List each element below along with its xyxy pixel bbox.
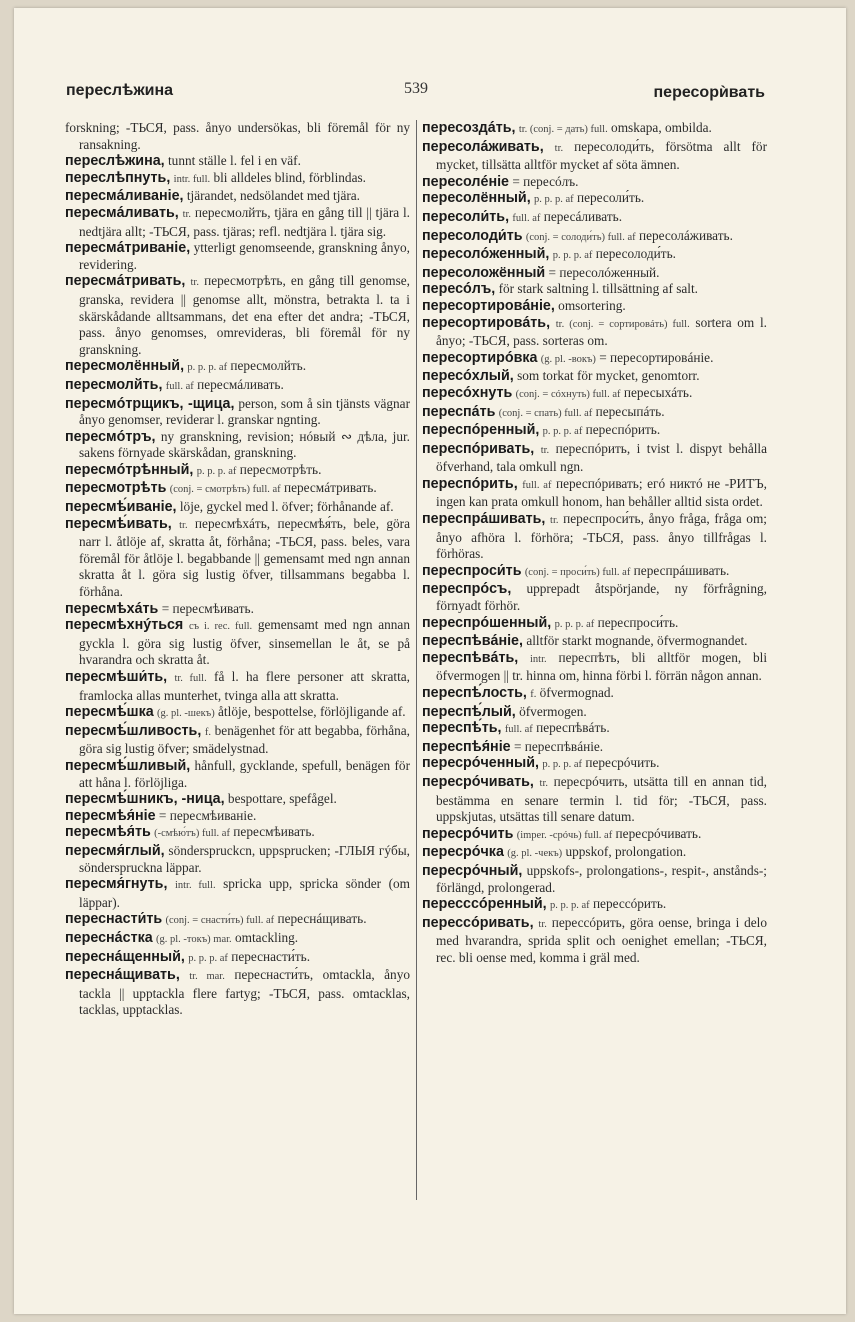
entry-headword: пересортировáніе,: [422, 297, 555, 314]
entry-definition: hånfull, gycklande, spefull, benägen för att håna l. förlöjliga.: [79, 757, 410, 790]
entry-headword: переспóрить,: [422, 475, 518, 492]
dictionary-entry: [65, 377, 410, 396]
entry-headword: пересрóчить: [422, 825, 514, 842]
entry-definition: öfvermogen.: [519, 703, 587, 719]
entry-headword: пересмя́глый,: [65, 842, 165, 859]
entry-headword: пересмóтръ,: [65, 428, 156, 445]
entry-headword: пересмѣя́ть: [65, 824, 151, 841]
dictionary-entry: [422, 650, 767, 685]
entry-headword: пересмѣ́ивать,: [65, 515, 172, 532]
entry-definition: ytterligt genomseende, granskning ånyo, revidering.: [79, 240, 410, 272]
entry-definition: пересоли́ть.: [577, 190, 645, 206]
entry-headword: переспроси́ть: [422, 562, 522, 579]
entry-headword: переснáщивать,: [65, 967, 180, 984]
dictionary-entry: [65, 723, 410, 758]
dictionary-entry: [65, 205, 410, 240]
dictionary-entry: [422, 385, 767, 404]
entry-grammar-note: (conj. = проси́ть) full. af: [524, 566, 631, 578]
entry-definition: пересмѣхáть, пересмѣя́ть, bele, göra narr l. åtlöje af, skratta åt, förhåna; -ТЬСЯ, pass. beles, vara föremål för åtlöje l. begabbande || gemensamt med ngn annan skratta åt l. göra sig lustig öfver, tillsammans begabba l. förhåna.: [79, 515, 410, 600]
entry-headword: пересмѣхнýться: [65, 617, 184, 634]
entry-headword: пересмолйть,: [65, 376, 163, 393]
entry-headword: переспóривать,: [422, 440, 535, 457]
dictionary-entry: [422, 826, 767, 845]
entry-grammar-note: f.: [204, 726, 212, 738]
entry-grammar-note: tr. mar.: [189, 971, 225, 983]
dictionary-entry: [65, 499, 410, 516]
dictionary-entry: [422, 265, 767, 282]
entry-headword: переснáстка: [65, 929, 153, 946]
entry-definition: bli alldeles blind, förblindas.: [213, 169, 366, 185]
entry-definition: пересмолйть.: [230, 358, 307, 374]
entry-definition: пересрóчивать.: [615, 825, 702, 841]
entry-grammar-note: tr. full.: [174, 673, 207, 684]
right-column: [422, 120, 767, 967]
dictionary-entry: [422, 190, 767, 209]
dictionary-entry: [422, 915, 767, 967]
dictionary-entry: [422, 685, 767, 704]
dictionary-entry: [422, 315, 767, 350]
entry-grammar-note: tr.: [539, 777, 548, 789]
entry-headword: переспрóсъ,: [422, 581, 512, 598]
dictionary-entry: [422, 633, 767, 650]
dictionary-entry: [422, 228, 767, 247]
entry-definition: переснáщивать.: [277, 911, 367, 927]
entry-headword: пересолéніе: [422, 173, 510, 190]
entry-headword: переспрáшивать,: [422, 511, 546, 528]
dictionary-entry: [422, 563, 767, 582]
entry-headword: пересмѣши́ть,: [65, 669, 168, 685]
dictionary-entry: [65, 153, 410, 170]
entry-definition: omskapa, ombilda.: [611, 120, 712, 135]
entry-definition: переспѣть, bli alltför mogen, bli öfvermogen || tr. hinna om, hinna förbi l. förrän någon annan.: [436, 649, 768, 684]
entry-grammar-note: (conj. = смотрѣть) full. af: [169, 484, 281, 496]
entry-grammar-note: (g. pl. -токъ) mar.: [156, 933, 232, 945]
entry-definition: sortera om l. ånyo; -ТЬСЯ, pass. sorteras om.: [436, 314, 767, 349]
entry-grammar-note: tr. (conj. = дать) full.: [518, 124, 608, 135]
entry-grammar-note: full. af: [504, 724, 533, 736]
entry-definition: перессóрить.: [592, 896, 667, 912]
entry-definition: = пересортировáніе.: [599, 349, 714, 365]
dictionary-entry: [65, 669, 410, 704]
entry-headword: пересрóчный,: [422, 862, 523, 879]
entry-definition: пересмѣивать.: [233, 824, 315, 840]
entry-headword: пересоздáть,: [422, 120, 516, 136]
entry-definition: gemensamt med ngn annan gyckla l. göra sig lustig öfver, sinsemellan le åt, se på hvarandra och skratta åt.: [79, 617, 410, 668]
entry-grammar-note: (conj. = снасти́ть) full. af: [165, 915, 275, 927]
entry-definition: переспрáшивать.: [633, 562, 730, 578]
entry-definition: переспóривать; егó никтó не -РИТЪ, ingen kan prata omkull honom, han behåller alltid sista ordet.: [436, 475, 767, 510]
entry-definition: omsortering.: [558, 297, 626, 313]
dictionary-entry: [422, 422, 767, 441]
dictionary-entry: [65, 188, 410, 205]
dictionary-entry: [422, 755, 767, 774]
dictionary-entry: [422, 476, 767, 511]
entry-headword: пересрóчивать,: [422, 773, 534, 790]
entry-headword: пересмóтрщикъ, -щица,: [65, 395, 235, 412]
entry-headword: пересмѣ́шливость,: [65, 722, 202, 739]
dictionary-entry: [65, 758, 410, 791]
entry-headword: переспѣ́лость,: [422, 685, 527, 701]
dictionary-entry: [65, 704, 410, 723]
entry-definition: пересолоди́ть, försötma allt för mycket, tillsätta alltför mycket af söta ämnen.: [436, 138, 767, 173]
entry-headword: пересолáживать,: [422, 138, 544, 155]
entry-headword: пересмолённый,: [65, 358, 185, 375]
entry-grammar-note: p. p. p. af: [552, 250, 593, 262]
dictionary-entry: [65, 462, 410, 481]
entry-grammar-note: (g. pl. -чекъ): [507, 848, 563, 860]
entry-definition: пересмолйть, tjära en gång till || tjära l. nedtjära allt; -ТЬСЯ, pass. tjäras; refl. nedtjära l. tjära sig.: [79, 204, 411, 239]
entry-definition: upprepadt åtspörjande, ny förfrågning, förnyadt förhör.: [436, 581, 767, 614]
entry-headword: переспѣвáть,: [422, 649, 519, 666]
entry-definition: пересолоди́ть.: [595, 246, 676, 262]
dictionary-entry: [65, 429, 410, 462]
dictionary-entry: [65, 120, 410, 153]
entry-definition: forskning; -ТЬСЯ, pass. ånyo undersökas, bli föremål för ny ransakning.: [65, 120, 410, 152]
entry-grammar-note: (conj. = сóхнуть) full. af: [515, 388, 621, 400]
entry-definition: benägenhet för att begabba, förhåna, göra sig lustig öfver; smädelystnad.: [79, 722, 410, 757]
entry-headword: пересолоди́ть: [422, 227, 523, 244]
dictionary-entry: [65, 843, 410, 876]
dictionary-entry: [422, 844, 767, 863]
entry-headword: пересмѣя́ніе: [65, 807, 156, 824]
entry-definition: åtlöje, bespottelse, förlöjligande af.: [218, 704, 406, 720]
entry-definition: få l. ha flere personer att skratta, framlocka allas munterhet, tvinga alla att skratta.: [79, 669, 410, 703]
dictionary-entry: [422, 139, 767, 174]
entry-grammar-note: full. af: [512, 212, 541, 224]
entry-grammar-note: tr.: [554, 142, 564, 154]
entry-headword: пересолённый,: [422, 190, 531, 207]
dictionary-entry: [422, 209, 767, 228]
entry-grammar-note: (imper. -срóчь) full. af: [516, 829, 613, 841]
entry-headword: пересóлъ,: [422, 281, 496, 298]
entry-grammar-note: (g. pl. -шекъ): [157, 708, 215, 720]
dictionary-entry: [422, 615, 767, 634]
entry-definition: för stark saltning l. tillsättning af salt.: [498, 281, 698, 297]
entry-headword: пересмѣхáть: [65, 600, 159, 617]
entry-headword: пересоложённый: [422, 264, 546, 281]
dictionary-entry: [65, 930, 410, 949]
dictionary-entry: [65, 808, 410, 825]
dictionary-entry: [65, 358, 410, 377]
entry-definition: пересмотрѣть.: [239, 461, 322, 477]
entry-headword: пересссóренный,: [422, 896, 547, 913]
entry-definition: spricka upp, spricka sönder (om läppar).: [79, 876, 410, 910]
dictionary-entry: [422, 511, 767, 563]
entry-definition: переснасти́ть.: [231, 948, 311, 964]
column-divider: [416, 120, 417, 1200]
entry-grammar-note: (g. pl. -вокъ): [540, 353, 596, 365]
dictionary-entry: [422, 739, 767, 756]
entry-definition: переспóрить, i tvist l. dispyt behålla öfverhand, tala omkull ngn.: [436, 440, 768, 475]
entry-grammar-note: tr.: [182, 208, 192, 220]
entry-grammar-note: f.: [530, 689, 537, 700]
entry-definition: пересрóчить.: [585, 755, 660, 771]
dictionary-entry: [422, 774, 767, 826]
entry-grammar-note: full. af: [165, 380, 194, 392]
entry-grammar-note: tr.: [540, 444, 550, 456]
entry-headword: пересмáтривать,: [65, 273, 186, 290]
entry-grammar-note: tr.: [550, 515, 559, 527]
entry-headword: переспáть: [422, 403, 496, 420]
dictionary-entry: [65, 791, 410, 808]
entry-grammar-note: p. p. p. af: [554, 618, 595, 630]
entry-grammar-note: full. af: [522, 479, 552, 491]
entry-headword: пересортирóвка: [422, 349, 538, 366]
entry-headword: пересмя́гнуть,: [65, 876, 168, 893]
entry-definition: переспроси́ть.: [597, 614, 679, 630]
dictionary-entry: [422, 863, 767, 896]
entry-definition: переспроси́ть, ånyo fråga, fråga om; ånyo afhöra l. förhöra; -ТЬСЯ, pass. ånyo tillfrågas l. förhöras.: [436, 511, 767, 562]
entry-headword: переснáщенный,: [65, 948, 185, 965]
entry-definition: tjärandet, nedsölandet med tjära.: [186, 188, 361, 204]
entry-definition: пересыпáть.: [595, 403, 665, 419]
entry-headword: пересóхнуть: [422, 384, 513, 401]
entry-grammar-note: p. p. p. af: [196, 465, 237, 477]
dictionary-entry: [65, 949, 410, 968]
entry-headword: пересмáтриваніе,: [65, 240, 191, 257]
entry-grammar-note: intr. full.: [173, 173, 211, 185]
entry-grammar-note: intr. full.: [174, 880, 216, 892]
dictionary-entry: [65, 967, 410, 1019]
entry-definition: bespottare, spefågel.: [227, 791, 337, 807]
entry-headword: пересмѣ́шка: [65, 704, 154, 721]
entry-definition: sönderspruckcn, uppsprucken; -ГЛЫЯ гýбы, sönderspruckna läppar.: [79, 842, 410, 875]
entry-grammar-note: tr.: [538, 918, 547, 930]
entry-headword: пересоли́ть,: [422, 208, 510, 225]
dictionary-entry: [422, 350, 767, 369]
entry-headword: переснасти́ть: [65, 911, 163, 928]
entry-definition: uppskof, prolongation.: [565, 844, 687, 860]
dictionary-entry: [422, 120, 767, 139]
dictionary-entry: [422, 581, 767, 614]
entry-definition: = пересóлъ.: [512, 173, 579, 189]
dictionary-entry: [422, 246, 767, 265]
entry-grammar-note: p. p. p. af: [534, 194, 574, 206]
entry-definition: uppskofs-, prolongations-, respit-, anstånds-; förlängd, prolongerad.: [436, 862, 767, 895]
entry-definition: = переспѣвáніе.: [513, 738, 604, 754]
entry-headword: пересмáливать,: [65, 204, 179, 221]
entry-grammar-note: intr.: [530, 653, 547, 665]
entry-definition: переснасти́ть, omtackla, ånyo tackla || upptackla flere fartyg; -ТЬСЯ, pass. omtacklas, tacklas, upptacklas.: [79, 967, 410, 1018]
entry-headword: пересортировáть,: [422, 314, 551, 331]
entry-definition: = пересмѣивать.: [161, 600, 254, 616]
dictionary-entry: [65, 396, 410, 429]
entry-grammar-note: p. p. p. af: [187, 362, 228, 374]
entry-definition: пересрóчить, utsätta till en annan tid, bestämma en senare termin l. tid för; -ТЬСЯ, pass. uppskjutas, utsättas till senare datum.: [436, 773, 767, 825]
entry-definition: löje, gyckel med l. öfver; förhånande af.: [179, 499, 394, 515]
entry-grammar-note: tr. (conj. = сортировáть) full.: [555, 318, 690, 330]
entry-headword: пересмѣ́иваніе,: [65, 499, 177, 516]
entry-definition: = пересолóженный.: [548, 264, 660, 280]
entry-grammar-note: tr.: [179, 519, 188, 531]
entry-definition: переспѣвáть.: [536, 720, 610, 736]
dictionary-entry: [422, 720, 767, 739]
entry-definition: пересáливать.: [543, 208, 623, 224]
entry-definition: пересыхáть.: [623, 384, 693, 400]
entry-headword: переслѣпнуть,: [65, 169, 171, 186]
dictionary-entry: [422, 281, 767, 298]
entry-definition: person, som å sin tjänsts vägnar ånyo genomser, reviderar l. granskar ngnting.: [79, 395, 411, 428]
entry-headword: пересолóженный,: [422, 246, 550, 263]
entry-headword: перессóривать,: [422, 914, 534, 931]
dictionary-entry: [422, 298, 767, 315]
entry-grammar-note: (-смѣю́тъ) full. af: [154, 828, 230, 840]
entry-grammar-note: p. p. p. af: [542, 759, 582, 771]
entry-grammar-note: p. p. p. af: [188, 952, 228, 964]
page-header: [0, 70, 855, 100]
left-column: [65, 120, 410, 1019]
entry-headword: пересрóчка: [422, 844, 504, 861]
dictionary-entry: [422, 404, 767, 423]
dictionary-entry: [65, 876, 410, 911]
dictionary-entry: [422, 441, 767, 476]
dictionary-entry: [422, 368, 767, 385]
page-number: 539: [404, 80, 428, 97]
dictionary-entry: [65, 824, 410, 843]
dictionary-entry: [65, 617, 410, 669]
entry-headword: пересмѣ́шникъ, -ница,: [65, 791, 225, 808]
entry-headword: переспѣ́лый,: [422, 703, 516, 720]
dictionary-entry: [422, 174, 767, 191]
entry-headword: переслѣжина,: [65, 153, 165, 170]
dictionary-entry: [422, 896, 767, 915]
entry-headword: переспóренный,: [422, 422, 540, 439]
entry-headword: переспрóшенный,: [422, 614, 552, 631]
entry-grammar-note: p. p. p. af: [542, 426, 583, 438]
dictionary-entry: [65, 170, 410, 189]
entry-definition: пересмотрѣть, en gång till genomse, granska, revidera || genomse allt, mönstra, betrakta l. ta i skärskådande alltsammans, det ena efter det andra; -ТЬСЯ, pass. ånyo genomses, omrevideras, bli föremål för ny granskning.: [79, 273, 410, 357]
entry-definition: omtackling.: [234, 929, 299, 945]
dictionary-entry: [65, 240, 410, 273]
entry-headword: переспѣвáніе,: [422, 633, 523, 650]
entry-definition: tunnt ställe l. fel i en väf.: [167, 153, 301, 169]
dictionary-entry: [65, 480, 410, 499]
dictionary-entry: [65, 516, 410, 601]
entry-headword: пересóхлый,: [422, 368, 514, 385]
entry-definition: ny granskning, revision; нóвый ∾ дѣла, jur. sakens förnyade skärskådan, granskning.: [79, 428, 410, 461]
entry-headword: пересрóченный,: [422, 755, 539, 772]
entry-definition: пересолáживать.: [638, 227, 733, 243]
entry-grammar-note: tr.: [190, 277, 199, 289]
entry-headword: переспѣ́ть,: [422, 720, 502, 737]
entry-grammar-note: p. p. p. af: [549, 900, 590, 912]
entry-headword: пересмотрѣть: [65, 480, 167, 497]
entry-headword: пересмáливаніе,: [65, 188, 184, 205]
entry-definition: перессóрить, göra oense, bringa i delo med hvarandra, sprida split och oenighet emellan; -ТЬСЯ, rec. bli oense med, komma i gräl med.: [436, 914, 768, 965]
dictionary-entry: [65, 911, 410, 930]
entry-grammar-note: (conj. = солоди́ть) full. af: [525, 231, 636, 243]
entry-definition: alltför starkt mognande, öfvermognandet.: [526, 633, 748, 649]
entry-definition: som torkat för mycket, genomtorr.: [517, 368, 700, 384]
left-running-head: переслѣжина: [66, 82, 174, 99]
entry-headword: пересмѣ́шливый,: [65, 757, 191, 774]
right-running-head: пересорѝвать: [653, 84, 765, 101]
entry-grammar-note: съ i. rec. full.: [188, 621, 253, 633]
entry-grammar-note: (conj. = спать) full. af: [498, 407, 593, 419]
entry-definition: = пересмѣиваніе.: [158, 807, 257, 823]
entry-definition: переспóрить.: [585, 422, 661, 438]
entry-definition: пересмáтривать.: [283, 480, 377, 496]
entry-headword: пересмóтрѣнный,: [65, 461, 194, 478]
entry-definition: пересмáливать.: [197, 376, 284, 392]
dictionary-entry: [65, 601, 410, 618]
dictionary-entry: [422, 704, 767, 721]
entry-headword: переспѣя́ніе: [422, 738, 511, 755]
dictionary-entry: [65, 273, 410, 358]
entry-definition: öfvermognad.: [539, 685, 614, 700]
